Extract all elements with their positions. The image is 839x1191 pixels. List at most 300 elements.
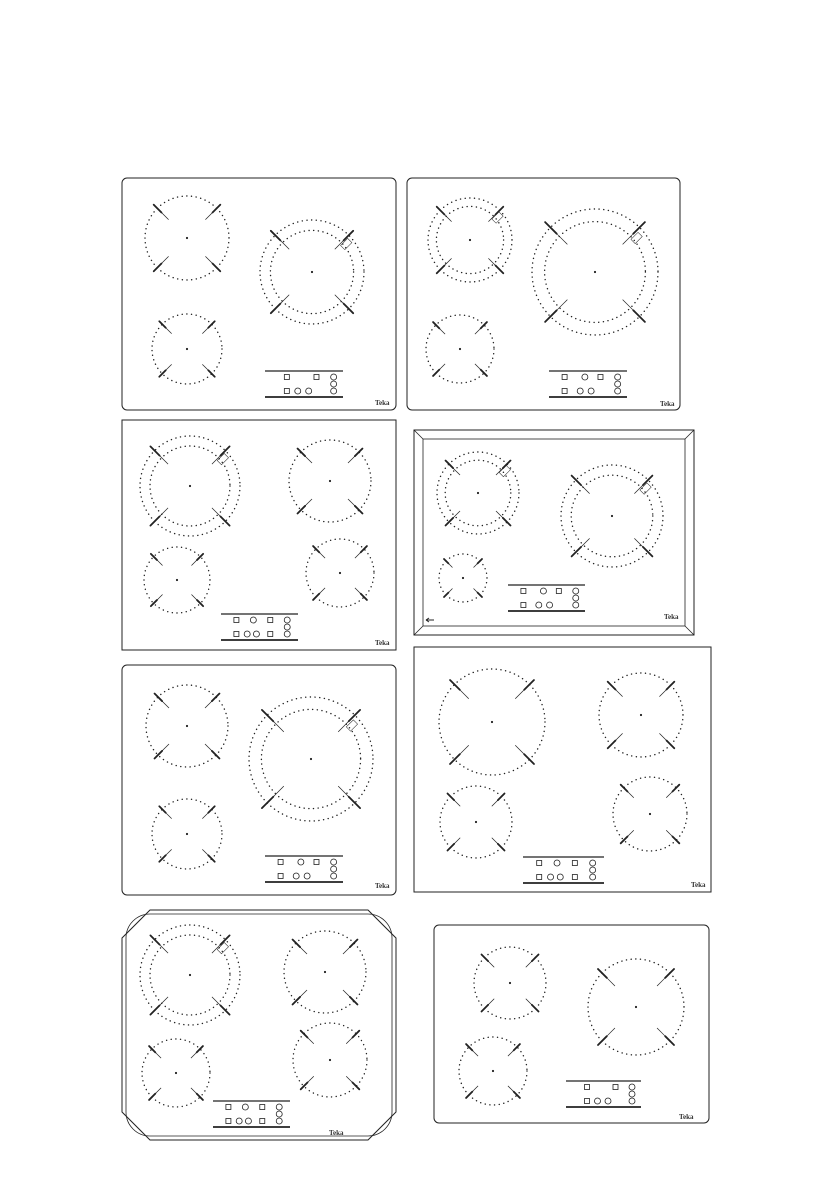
zone-marker-guide [205,212,212,219]
zone-center-dot [186,348,188,350]
zone-marker-guide [474,589,478,593]
zone-marker-guide [319,588,325,594]
touch-key-round [577,388,583,394]
brand-logo: Teka [679,1113,694,1121]
zone-marker-tick [159,370,165,376]
zone-marker-guide [280,240,289,249]
hob-outer-frame [122,910,396,1140]
touch-key-round [595,1098,601,1104]
zone-marker-tick [344,304,354,314]
zone-marker-guide [508,1050,514,1056]
touch-key-round [331,873,337,879]
touch-key-round [573,588,579,594]
zone-marker-guide [205,256,212,263]
zone-marker-guide [488,214,495,221]
zone-marker-tick [154,205,162,213]
zone-marker-tick [608,682,616,690]
zone-marker-guide [305,456,312,463]
zone-marker-tick [149,1094,155,1100]
zone-marker-tick [633,310,645,322]
zone-marker-tick [437,266,445,274]
zone-marker-tick [481,1005,488,1012]
zone-center-dot [649,813,651,815]
touch-key [572,861,577,866]
control-panel [508,585,585,611]
zone-center-dot [186,237,188,239]
touch-key [521,603,526,608]
touch-key-round [540,588,546,594]
zone-marker-tick [349,710,360,721]
hob-drawing-7 [122,910,396,1140]
touch-key-round [284,631,290,637]
zone-marker-guide [448,589,452,593]
dual-cooking-zone [561,465,663,567]
cooking-zone [284,931,366,1013]
zone-marker-guide [623,300,634,311]
zone-center-dot [175,1072,177,1074]
zone-marker-guide [355,588,361,594]
cooking-zone [293,1023,367,1097]
zone-center-dot [189,485,191,487]
zone-center-dot [635,1006,637,1008]
dual-zone-indicator [341,238,352,249]
cooking-zone [439,669,545,775]
touch-key-round [573,602,579,608]
hob-drawing-4 [414,430,694,635]
zone-marker-guide [488,258,495,265]
zone-center-dot [491,721,493,723]
zone-marker-guide [615,689,622,696]
zone-marker-tick [220,1005,229,1014]
touch-key-round [276,1104,282,1110]
touch-key [226,1105,231,1110]
touch-key-round [284,624,290,630]
zone-center-dot [329,480,331,482]
touch-key [556,589,561,594]
zone-marker-guide [160,997,168,1005]
dual-cooking-zone [260,220,364,324]
cooking-zone [439,554,487,602]
zone-marker-guide [488,961,494,967]
touch-key-round [615,381,621,387]
hob-outline [122,420,396,650]
zone-marker-guide [162,744,169,751]
cooking-zone [440,786,512,858]
zone-marker-guide [453,511,460,518]
zone-marker-guide [202,364,208,370]
cooking-zone [152,314,222,384]
zone-marker-guide [557,234,568,245]
touch-key-round [582,374,588,380]
zone-marker-guide [273,721,284,732]
touch-key-round [590,867,596,873]
zone-marker-guide [155,1088,161,1094]
zone-marker-guide [202,849,208,855]
zone-marker-guide [557,300,568,311]
zone-marker-guide [191,560,197,566]
dual-cooking-zone [532,209,658,335]
control-panel [221,614,298,640]
zone-marker-guide [472,1086,478,1092]
control-panel [549,371,627,397]
zone-center-dot [329,1059,331,1061]
zone-marker-tick [621,836,628,843]
cooking-zone [152,799,222,869]
dual-zone-indicator [217,942,228,953]
touch-key-round [331,374,337,380]
zone-center-dot [475,821,477,823]
zone-marker-guide [355,552,361,558]
zone-marker-guide [496,511,503,518]
touch-key-round [629,1098,635,1104]
touch-key [260,1119,265,1124]
control-panel [523,857,604,883]
zone-marker-guide [607,1028,615,1036]
touch-key [278,860,283,865]
zone-marker-tick [446,518,454,526]
touch-key-round [242,1104,248,1110]
zone-marker-guide [623,234,634,245]
touch-key-round [615,374,621,380]
zone-marker-guide [657,1028,665,1036]
zone-center-dot [459,348,461,350]
cooking-zone [474,947,546,1019]
zone-marker-guide [515,690,524,699]
hob-drawing-3 [122,420,396,650]
zone-marker-guide [161,256,168,263]
zone-marker-tick [155,751,163,759]
zone-marker-guide [492,838,498,844]
zone-marker-tick [159,855,165,861]
touch-key [234,632,239,637]
zone-marker-guide [160,945,168,953]
touch-key [585,1085,590,1090]
zone-marker-guide [348,499,355,506]
zone-marker-guide [157,560,163,566]
zone-marker-tick [154,264,162,272]
zone-marker-guide [166,328,172,334]
zone-marker-guide [205,701,212,708]
cooking-zone [145,196,229,280]
touch-key-round [304,873,310,879]
zone-marker-tick [208,806,214,812]
cooking-zone [146,685,228,767]
zone-marker-tick [496,266,504,274]
zone-marker-guide [460,745,469,754]
hob-glass-panel [126,914,392,1136]
zone-marker-tick [643,547,652,556]
zone-marker-tick [478,593,482,597]
cooking-zone [306,539,374,607]
zone-marker-tick [220,516,229,525]
zone-marker-tick [498,844,505,851]
brand-logo: Teka [375,639,390,647]
hob-outline [122,665,396,895]
touch-key [521,589,526,594]
touch-key-round [573,595,579,601]
hob-drawing-1 [122,178,396,410]
zone-center-dot [189,974,191,976]
frame-bevel-corner [414,430,423,439]
touch-key [562,375,567,380]
zone-marker-guide [472,1050,478,1056]
touch-key-round [590,860,596,866]
zone-marker-guide [628,792,634,798]
touch-key-round [298,859,304,865]
touch-key-round [236,1118,242,1124]
touch-key-round [615,388,621,394]
zone-marker-guide [212,508,220,516]
hob-glass-panel [423,439,685,626]
cooking-zone [289,440,371,522]
zone-marker-guide [460,690,469,699]
zone-marker-guide [191,1088,197,1094]
dual-zone-indicator [217,453,228,464]
dual-cooking-zone [428,198,512,282]
zone-marker-tick [466,1092,472,1098]
zone-marker-guide [160,508,168,516]
zone-marker-guide [205,744,212,751]
zone-marker-tick [150,446,159,455]
zone-marker-guide [166,849,172,855]
zone-center-dot [310,758,312,760]
zone-marker-guide [526,961,532,967]
zone-marker-tick [213,264,221,272]
zone-marker-guide [515,745,524,754]
zone-center-dot [339,572,341,574]
brand-logo: Teka [660,400,675,408]
touch-key [226,1119,231,1124]
touch-key-round [331,859,337,865]
touch-key-round [629,1084,635,1090]
dual-zone-indicator [492,212,503,223]
zone-marker-guide [628,830,634,836]
zone-marker-guide [474,563,478,567]
zone-marker-guide [615,733,622,740]
zone-marker-guide [300,990,307,997]
zone-marker-tick [667,741,675,749]
zone-marker-guide [496,468,503,475]
cooking-zone [613,777,687,851]
touch-key-round [590,874,596,880]
hob-drawing-2 [407,178,680,410]
frame-bevel-corner [414,626,423,635]
zone-marker-guide [659,689,666,696]
touch-key-round [588,388,594,394]
zone-marker-guide [659,733,666,740]
zone-marker-tick [447,844,454,851]
cooking-zone [459,1037,527,1105]
zone-marker-tick [271,231,281,241]
zone-center-dot [477,492,479,494]
zone-marker-guide [454,838,460,844]
touch-key-round [250,617,256,623]
zone-marker-guide [439,364,445,370]
touch-key [585,1099,590,1104]
brand-logo: Teka [664,613,679,621]
hobs-layer [122,178,711,1140]
zone-marker-tick [572,476,581,485]
brand-logo: Teka [375,882,390,890]
touch-key-round [245,1118,251,1124]
control-panel [213,1101,290,1127]
zone-marker-tick [498,793,505,800]
zone-center-dot [186,833,188,835]
touch-key-round [536,602,542,608]
zone-marker-tick [150,935,159,944]
zone-marker-guide [338,786,349,797]
zone-marker-guide [202,813,208,819]
zone-marker-guide [581,538,590,547]
zone-marker-guide [444,214,451,221]
touch-key [234,618,239,623]
control-panel [566,1081,641,1107]
hob-drawing-5 [122,665,396,895]
brand-logo: Teka [329,1129,344,1137]
control-panel [265,856,343,882]
hob-drawing-8 [434,925,709,1123]
touch-key [284,375,289,380]
zone-center-dot [594,271,596,273]
zone-center-dot [186,725,188,727]
zone-marker-guide [508,1086,514,1092]
zone-marker-guide [162,701,169,708]
zone-marker-guide [666,792,672,798]
touch-key [268,618,273,623]
zone-marker-tick [608,741,616,749]
zone-marker-tick [532,954,539,961]
zone-marker-tick [262,797,273,808]
hob-drawing-6 [414,647,711,892]
touch-key [562,389,567,394]
zone-center-dot [176,579,178,581]
touch-key-round [548,874,554,880]
touch-key [268,632,273,637]
zone-marker-tick [450,680,460,690]
zone-marker-guide [308,1038,314,1044]
zone-center-dot [311,271,313,273]
touch-key-round [284,617,290,623]
zone-marker-guide [273,786,284,797]
zone-marker-tick [301,1082,308,1089]
zone-marker-guide [634,538,643,547]
zone-marker-guide [335,240,344,249]
touch-key-round [547,602,553,608]
zone-marker-tick [208,321,214,327]
touch-key-round [276,1111,282,1117]
touch-key-round [295,388,301,394]
touch-key-round [253,631,259,637]
touch-key-round [605,1098,611,1104]
brand-logo: Teka [691,881,706,889]
zone-marker-guide [191,1052,197,1058]
zone-marker-guide [444,258,451,265]
zone-marker-guide [475,364,481,370]
zone-marker-tick [633,222,645,234]
zone-marker-tick [450,754,460,764]
cooking-zone [426,315,494,383]
touch-key [314,375,319,380]
zone-marker-guide [343,990,350,997]
zone-marker-guide [666,830,672,836]
zone-marker-tick [478,559,482,563]
dual-zone-indicator [499,465,510,476]
zone-marker-tick [444,559,448,563]
zone-marker-guide [346,1076,352,1082]
zone-marker-guide [160,456,168,464]
touch-key [537,861,542,866]
zone-marker-guide [348,456,355,463]
touch-key [278,874,283,879]
touch-key-round [331,388,337,394]
frame-bevel-corner [685,430,694,439]
touch-key [284,389,289,394]
zone-marker-guide [454,800,460,806]
zone-marker-tick [437,207,445,215]
zone-marker-guide [338,721,349,732]
touch-key [598,375,603,380]
zone-marker-guide [319,552,325,558]
hob-outline [434,925,709,1123]
touch-key-round [331,866,337,872]
zone-center-dot [492,1070,494,1072]
zone-marker-guide [191,594,197,600]
zone-marker-guide [305,499,312,506]
control-panel [265,371,343,397]
zone-marker-guide [581,485,590,494]
zone-marker-guide [212,997,220,1005]
zone-marker-guide [634,485,643,494]
zone-marker-guide [526,999,532,1005]
zone-center-dot [611,515,613,517]
zone-marker-guide [439,328,445,334]
zone-marker-guide [202,328,208,334]
hob-outline [414,647,711,892]
zone-marker-guide [300,947,307,954]
cooking-zone [588,959,684,1055]
touch-key-round [554,860,560,866]
cooking-zone [144,547,210,613]
touch-key-round [244,631,250,637]
touch-key-round [306,388,312,394]
zone-marker-guide [343,947,350,954]
zone-marker-tick [572,547,581,556]
touch-key [537,875,542,880]
zone-marker-guide [488,999,494,1005]
touch-key [260,1105,265,1110]
zone-marker-guide [308,1076,314,1082]
zone-marker-guide [157,594,163,600]
touch-key-round [293,873,299,879]
dual-cooking-zone [249,697,373,821]
zone-marker-guide [166,364,172,370]
dual-cooking-zone [140,436,240,536]
zone-center-dot [469,239,471,241]
zone-center-dot [640,714,642,716]
zone-center-dot [509,982,511,984]
hob-outer-frame [414,430,694,635]
zone-marker-guide [492,800,498,806]
zone-marker-guide [155,1052,161,1058]
brand-logo: Teka [375,399,390,407]
zone-marker-guide [607,978,615,986]
zone-marker-guide [335,295,344,304]
zone-marker-guide [475,328,481,334]
touch-key-round [557,874,563,880]
zone-marker-tick [298,506,306,514]
hob-outline [407,178,680,410]
frame-bevel-corner [685,626,694,635]
